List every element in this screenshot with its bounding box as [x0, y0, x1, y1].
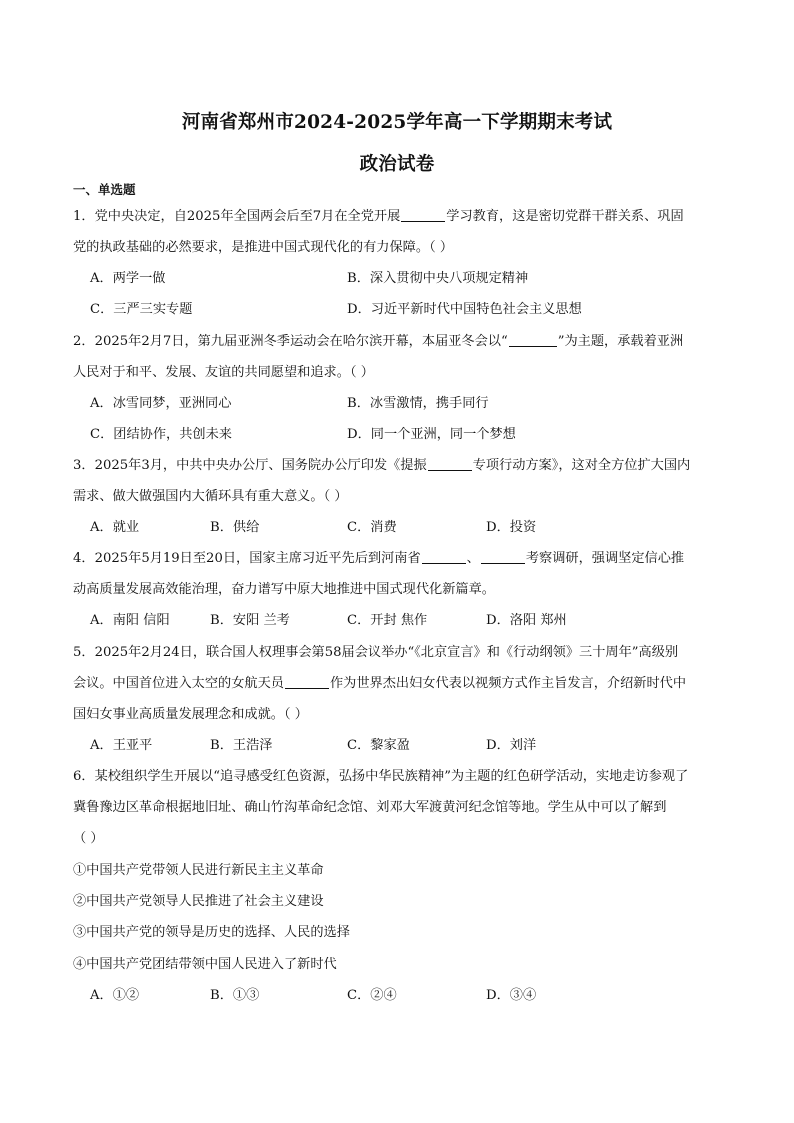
option-b: B．冰雪激情，携手同行: [347, 396, 489, 411]
option-a: A．就业: [90, 520, 140, 535]
exam-title: 河南省郑州市2024-2025学年高一下学期期末考试: [181, 112, 613, 133]
option-d: D．③④: [486, 988, 537, 1003]
answer-blank: [509, 345, 557, 347]
statement-2: ②中国共产党领导人民推进了社会主义建设: [73, 894, 324, 909]
exam-subject: 政治试卷: [359, 154, 435, 175]
question-stem-line: 党的执政基础的必然要求，是推进中国式现代化的有力保障。（ ）: [73, 240, 454, 255]
question-stem-line: 1．党中央决定，自2025年全国两会后至7月在全党开展 学习教育，这是密切党群干群关系、巩固: [73, 209, 684, 224]
option-d: D．刘洋: [486, 738, 537, 753]
option-b: B．①③: [210, 988, 260, 1003]
option-b: B．安阳 兰考: [210, 613, 290, 628]
question-stem-line: 冀鲁豫边区革命根据地旧址、确山竹沟革命纪念馆、刘邓大军渡黄河纪念馆等地。学生从中可以了解到: [73, 800, 667, 815]
question-stem-line: 国妇女事业高质量发展理念和成就。（ ）: [73, 707, 308, 722]
option-a: A．南阳 信阳: [90, 613, 170, 628]
option-d: D．同一个亚洲，同一个梦想: [347, 427, 516, 442]
answer-blank: [401, 220, 445, 222]
option-b: B．供给: [210, 520, 260, 535]
option-c: C．团结协作，共创未来: [90, 427, 232, 442]
statement-4: ④中国共产党团结带领中国人民进入了新时代: [73, 957, 337, 972]
question-stem-line: 需求、做大做强国内大循环具有重大意义。（ ）: [73, 489, 348, 504]
question-stem-line: 6．某校组织学生开展以“追寻感受红色资源，弘扬中华民族精神”为主题的红色研学活动，实地走访参观了: [73, 769, 689, 784]
answer-blank: [428, 469, 472, 471]
option-b: B．深入贯彻中央八项规定精神: [347, 271, 529, 286]
option-b: B．王浩泽: [210, 738, 273, 753]
question-stem-line: 5．2025年2月24日，联合国人权理事会第58届会议举办“《北京宣言》和《行动纲领》三十周年”高级别: [73, 645, 679, 660]
option-d: D．洛阳 郑州: [486, 613, 567, 628]
question-stem-line: 2．2025年2月7日，第九届亚洲冬季运动会在哈尔滨开幕，本届亚冬会以“ ”为主题，承载着亚洲: [73, 334, 684, 349]
option-c: C．黎家盈: [347, 738, 410, 753]
option-a: A．冰雪同梦，亚洲同心: [90, 396, 232, 411]
option-c: C．消费: [347, 520, 397, 535]
statement-1: ①中国共产党带领人民进行新民主主义革命: [73, 863, 324, 878]
option-a: A．①②: [90, 988, 140, 1003]
option-d: D．习近平新时代中国特色社会主义思想: [347, 302, 582, 317]
section-heading: 一、单选题: [73, 182, 136, 197]
question-stem-line: 人民对于和平、发展、友谊的共同愿望和追求。（ ）: [73, 365, 374, 380]
question-stem-line: 3．2025年3月，中共中央办公厅、国务院办公厅印发《提振 专项行动方案》，这对全方位扩大国内: [73, 458, 691, 473]
question-stem-line: 会议。中国首位进入太空的女航天员 作为世界杰出妇女代表以视频方式作主旨发言，介绍新时代中: [73, 676, 687, 691]
question-stem-line: （ ）: [73, 831, 104, 846]
option-c: C．三严三实专题: [90, 302, 193, 317]
option-c: C．开封 焦作: [347, 613, 428, 628]
answer-blank: [481, 562, 525, 564]
option-a: A．两学一做: [90, 271, 166, 286]
statement-3: ③中国共产党的领导是历史的选择、人民的选择: [73, 925, 350, 940]
option-c: C．②④: [347, 988, 397, 1003]
question-stem-line: 4．2025年5月19日至20日，国家主席习近平先后到河南省 、 考察调研，强调坚定信心推: [73, 551, 685, 566]
option-d: D．投资: [486, 520, 537, 535]
question-stem-line: 动高质量发展高效能治理，奋力谱写中原大地推进中国式现代化新篇章。: [73, 582, 495, 597]
answer-blank: [285, 687, 329, 689]
answer-blank: [422, 562, 466, 564]
option-a: A．王亚平: [90, 738, 153, 753]
